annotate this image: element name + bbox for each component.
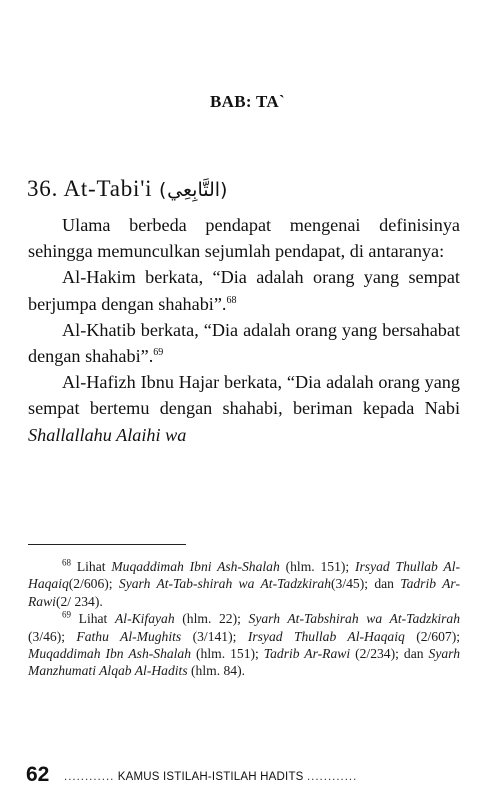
footnote-69-number: 69 [62,609,71,620]
footnote-68 [28,558,460,610]
footnote-68-text: (3/45); dan [331,576,394,592]
footnote-divider [28,544,186,545]
section-number: 36. [27,176,59,201]
footnote-69-text: (2/607); [416,628,460,644]
section-arabic-title: (التَّابِعِي) [158,179,229,201]
footnote-69-text: (hlm. 22); [182,611,241,627]
footnote-68-source: Tadrib Ar-Rawi [28,576,460,609]
footnote-69-source: Tadrib Ar-Rawi [263,646,351,662]
footnote-69-source: Irsyad Thullab Al-Haqaiq [247,628,405,644]
paragraph-al-hakim-text: Al-Hakim berkata, “Dia adalah orang yang sempat berjumpa dengan shahabi”. [28,267,460,314]
running-title: KAMUS ISTILAH-ISTILAH HADITS [117,771,304,783]
footnote-69-text: (hlm. 151); [196,646,259,662]
section-heading [27,176,228,202]
footnote-69-source: Muqaddimah Ibn Ash-Shalah [28,646,192,662]
footnote-69-source: Syarh At-Tabshirah wa At-Tadzkirah [248,611,461,627]
footnote-ref-69[interactable]: 69 [153,346,164,358]
footnote-68-source: Muqaddimah Ibni Ash-Shalah [111,559,280,574]
footnote-68-text: Lihat [76,559,106,574]
paragraph-intro: Ulama berbeda pendapat mengenai definisinya sehingga memunculkan sejumlah pendapat, di antaranya: [28,215,460,262]
footnotes [28,558,460,680]
page-footer [0,763,495,791]
footnote-69-text: (hlm. 84). [191,663,246,679]
paragraph-ibnu-hajar [28,369,460,448]
leader-dots-right: ............ [306,771,358,783]
page-number: 62 [26,763,50,786]
leader-dots-left: ............ [64,771,115,783]
footnote-68-text: (2/606); [68,576,113,592]
footnote-69-text: (3/141); [192,628,237,644]
footnote-69-source: Fathu Al-Mughits [76,628,182,644]
footnote-68-source: Syarh At-Tab-shirah wa At-Tadzkirah [118,576,331,592]
footnote-68-text: (hlm. 151); [285,559,350,574]
section-title: At-Tabi'i [63,176,153,201]
footnote-68-source: Irsyad Thullab Al-Haqaiq [28,559,460,592]
paragraph-ibnu-hajar-italic: Shallallahu Alaihi wa [28,424,187,445]
footnote-69-source: Syarh Manzhumati Alqab Al-Hadits [28,646,460,679]
footnote-69-source: Al-Kifayah [114,611,175,627]
paragraph-al-khatib-text: Al-Khatib berkata, “Dia adalah orang yang bersahabat dengan shahabi”. [28,319,460,367]
chapter-title: BAB: TA` [210,92,285,111]
main-text [28,212,460,448]
footnote-69-text: Lihat [78,611,108,627]
running-footer [64,771,464,783]
footnote-69-text: (3/46); [28,628,65,644]
footnote-69 [28,610,460,680]
paragraph-al-hakim [28,264,460,316]
footnote-ref-68[interactable]: 68 [226,294,237,306]
footnote-68-text: (2/ 234). [55,593,103,609]
paragraph-al-khatib [28,317,460,369]
footnote-69-text: (2/234); dan [355,646,424,662]
footnote-68-number: 68 [62,557,71,568]
paragraph-ibnu-hajar-text: Al-Hafizh Ibnu Hajar berkata, “Dia adalah orang yang sempat bertemu dengan shahabi, beriman kepada Nabi [28,372,460,419]
